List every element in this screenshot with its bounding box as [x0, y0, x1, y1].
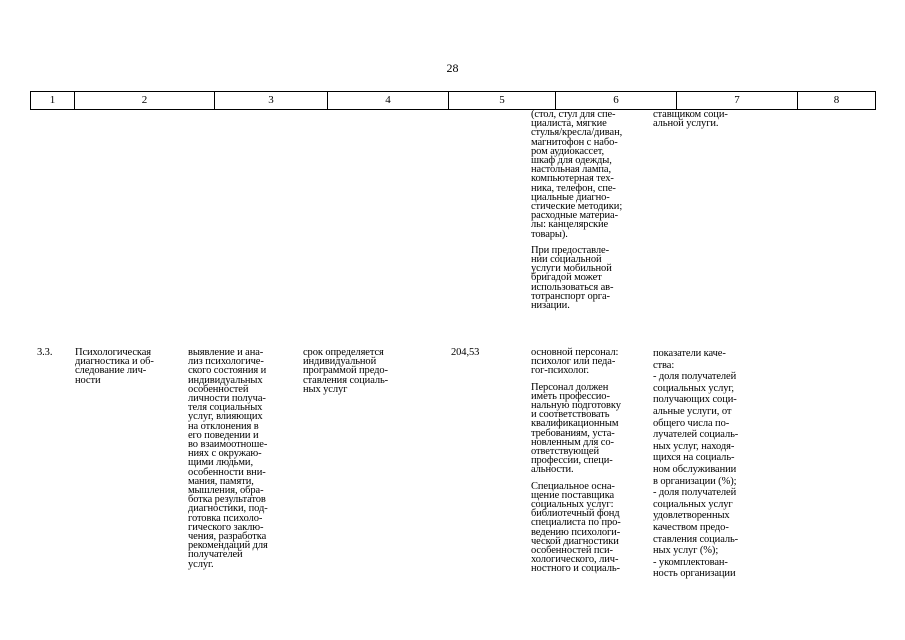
- text-line: - укомплектован-: [653, 556, 728, 568]
- header-col-6: 6: [555, 92, 676, 109]
- page-number: 28: [446, 61, 459, 75]
- text-line: специалиста по про-: [531, 517, 621, 529]
- text-line: ставления социаль-: [653, 533, 739, 545]
- text-line: услуги мобильной: [531, 263, 612, 275]
- header-col-7: 7: [676, 92, 797, 109]
- text-line: использоваться ав-: [531, 281, 614, 293]
- text-line: лы: канцелярские: [531, 219, 609, 231]
- text-line: мышления, обра-: [188, 485, 264, 497]
- text-line: ского состояния и: [188, 365, 267, 377]
- text-line: получателей: [188, 549, 243, 561]
- text-line: ром аудиокассет,: [531, 145, 605, 157]
- text-line: альности.: [531, 464, 574, 476]
- text-line: альные услуги, от: [653, 405, 732, 417]
- text-line: При предоставле-: [531, 244, 609, 256]
- text-line: рекомендаций для: [188, 540, 268, 552]
- text-line: Специальное осна-: [531, 480, 615, 492]
- text-line: ных услуг, находя-: [653, 440, 735, 452]
- text-line: качеством предо-: [653, 521, 729, 533]
- text-line: социальных услуг:: [531, 499, 614, 511]
- text-line: квалификационным: [531, 418, 619, 430]
- text-line: основной персонал:: [531, 347, 619, 358]
- text-line: услуг.: [188, 558, 214, 570]
- text-line: циалиста, мягкие: [531, 118, 607, 130]
- text-line: индивидуальной: [303, 356, 377, 368]
- text-line: библиотечный фонд: [531, 508, 620, 520]
- text-line: ведению психологи-: [531, 526, 621, 538]
- text-line: особенности вни-: [188, 466, 266, 478]
- service-staff: [531, 348, 639, 376]
- text-line: компьютерная тех-: [531, 173, 614, 185]
- text-line: удовлетворенных: [653, 510, 730, 522]
- text-line: профессии, специ-: [531, 455, 613, 467]
- text-line: альной услуги.: [653, 118, 719, 130]
- text-line: шкаф для одежды,: [531, 155, 612, 167]
- service-conditions: [531, 348, 639, 581]
- text-line: диагностики, под-: [188, 503, 268, 515]
- header-col-5: 5: [448, 92, 555, 109]
- continued-mobile-team-note: [531, 246, 639, 310]
- service-price: 204,53: [451, 347, 480, 358]
- text-line: ном обслуживании: [653, 463, 737, 475]
- text-line: стулья/кресла/диван,: [531, 127, 623, 139]
- text-line: ниях с окружаю-: [188, 448, 262, 460]
- text-line: программой предо-: [303, 365, 388, 377]
- text-line: настольная лампа,: [531, 164, 612, 176]
- text-line: требованиям, уста-: [531, 427, 615, 439]
- service-equipment: [531, 482, 639, 574]
- text-line: личности получа-: [188, 393, 266, 405]
- text-line: выявление и ана-: [188, 347, 264, 358]
- text-line: индивидуальных: [188, 374, 263, 386]
- text-line: теля социальных: [188, 402, 263, 414]
- text-line: Персонал должен: [531, 381, 609, 393]
- text-line: гического заклю-: [188, 521, 264, 533]
- continued-quality-text: [653, 110, 765, 128]
- header-col-4: 4: [327, 92, 448, 109]
- text-line: социальных услуг,: [653, 382, 734, 394]
- text-line: и соответствовать: [531, 409, 610, 421]
- text-line: лиз психологиче-: [188, 356, 264, 368]
- service-content: [188, 348, 294, 569]
- text-line: ческой диагностики: [531, 535, 619, 547]
- text-line: магнитофон с набо-: [531, 136, 618, 148]
- continued-equipment-text: [531, 110, 639, 317]
- text-line: общего числа по-: [653, 417, 730, 429]
- text-line: стические методики;: [531, 201, 623, 213]
- service-staff-requirements: [531, 383, 639, 475]
- quality-indicators: [653, 348, 765, 580]
- text-line: низации.: [531, 300, 570, 312]
- text-line: ность организации: [653, 568, 736, 580]
- text-line: гог-психолог.: [531, 365, 589, 377]
- text-line: следование лич-: [75, 365, 147, 377]
- text-line: нальную подготовку: [531, 400, 621, 412]
- header-col-2: 2: [74, 92, 214, 109]
- text-line: во взаимоотноше-: [188, 439, 268, 451]
- text-line: ставления социаль-: [303, 374, 389, 386]
- text-line: ных услуг: [303, 383, 348, 395]
- service-term: [303, 348, 415, 394]
- text-line: товары).: [531, 228, 568, 240]
- text-line: бригадой может: [531, 272, 602, 284]
- text-line: социальных услуг: [653, 498, 733, 510]
- text-line: чения, разработка: [188, 531, 267, 543]
- service-name: [75, 348, 181, 385]
- row-number: 3.3.: [37, 347, 53, 358]
- text-line: ника, телефон, спе-: [531, 182, 616, 194]
- text-line: ства:: [653, 359, 675, 371]
- text-line: мания, памяти,: [188, 475, 254, 487]
- header-col-8: 8: [797, 92, 876, 109]
- text-line: его поведении и: [188, 429, 259, 441]
- text-line: на отклонения в: [188, 420, 259, 432]
- text-line: щихся на социаль-: [653, 452, 735, 464]
- text-line: лучателей социаль-: [653, 429, 739, 441]
- text-line: психолог или педа-: [531, 356, 616, 368]
- text-line: получающих соци-: [653, 394, 737, 406]
- text-line: диагностика и об-: [75, 356, 154, 368]
- text-line: ботка результатов: [188, 494, 266, 506]
- text-line: ностного и социаль-: [531, 563, 620, 575]
- text-line: ставщиком соци-: [653, 109, 728, 120]
- text-line: Психологическая: [75, 347, 152, 358]
- text-line: готовка психоло-: [188, 512, 263, 524]
- text-line: - доля получателей: [653, 371, 737, 383]
- text-line: ности: [75, 374, 101, 386]
- text-line: нии социальной: [531, 254, 602, 266]
- text-line: - доля получателей: [653, 487, 737, 499]
- text-line: иметь профессио-: [531, 390, 610, 402]
- text-line: тотранспорт орга-: [531, 290, 610, 302]
- text-line: ответствующей: [531, 446, 599, 458]
- header-col-1: 1: [30, 92, 74, 109]
- continued-equipment-list: [531, 110, 639, 239]
- text-line: ных услуг (%);: [653, 545, 719, 557]
- text-line: особенностей пси-: [531, 545, 613, 557]
- text-line: щение поставщика: [531, 489, 615, 501]
- text-line: щими людьми,: [188, 457, 253, 469]
- text-line: новленным для со-: [531, 436, 614, 448]
- text-line: показатели каче-: [653, 348, 726, 359]
- table-header-row: [30, 91, 876, 110]
- text-line: (стол, стул для спе-: [531, 109, 616, 120]
- text-line: циальные диагно-: [531, 191, 610, 203]
- header-col-3: 3: [214, 92, 327, 109]
- text-line: особенностей: [188, 383, 249, 395]
- text-line: расходные материа-: [531, 210, 618, 222]
- text-line: хологического, лич-: [531, 554, 619, 566]
- text-line: срок определяется: [303, 347, 384, 358]
- text-line: услуг, влияющих: [188, 411, 263, 423]
- text-line: в организации (%);: [653, 475, 737, 487]
